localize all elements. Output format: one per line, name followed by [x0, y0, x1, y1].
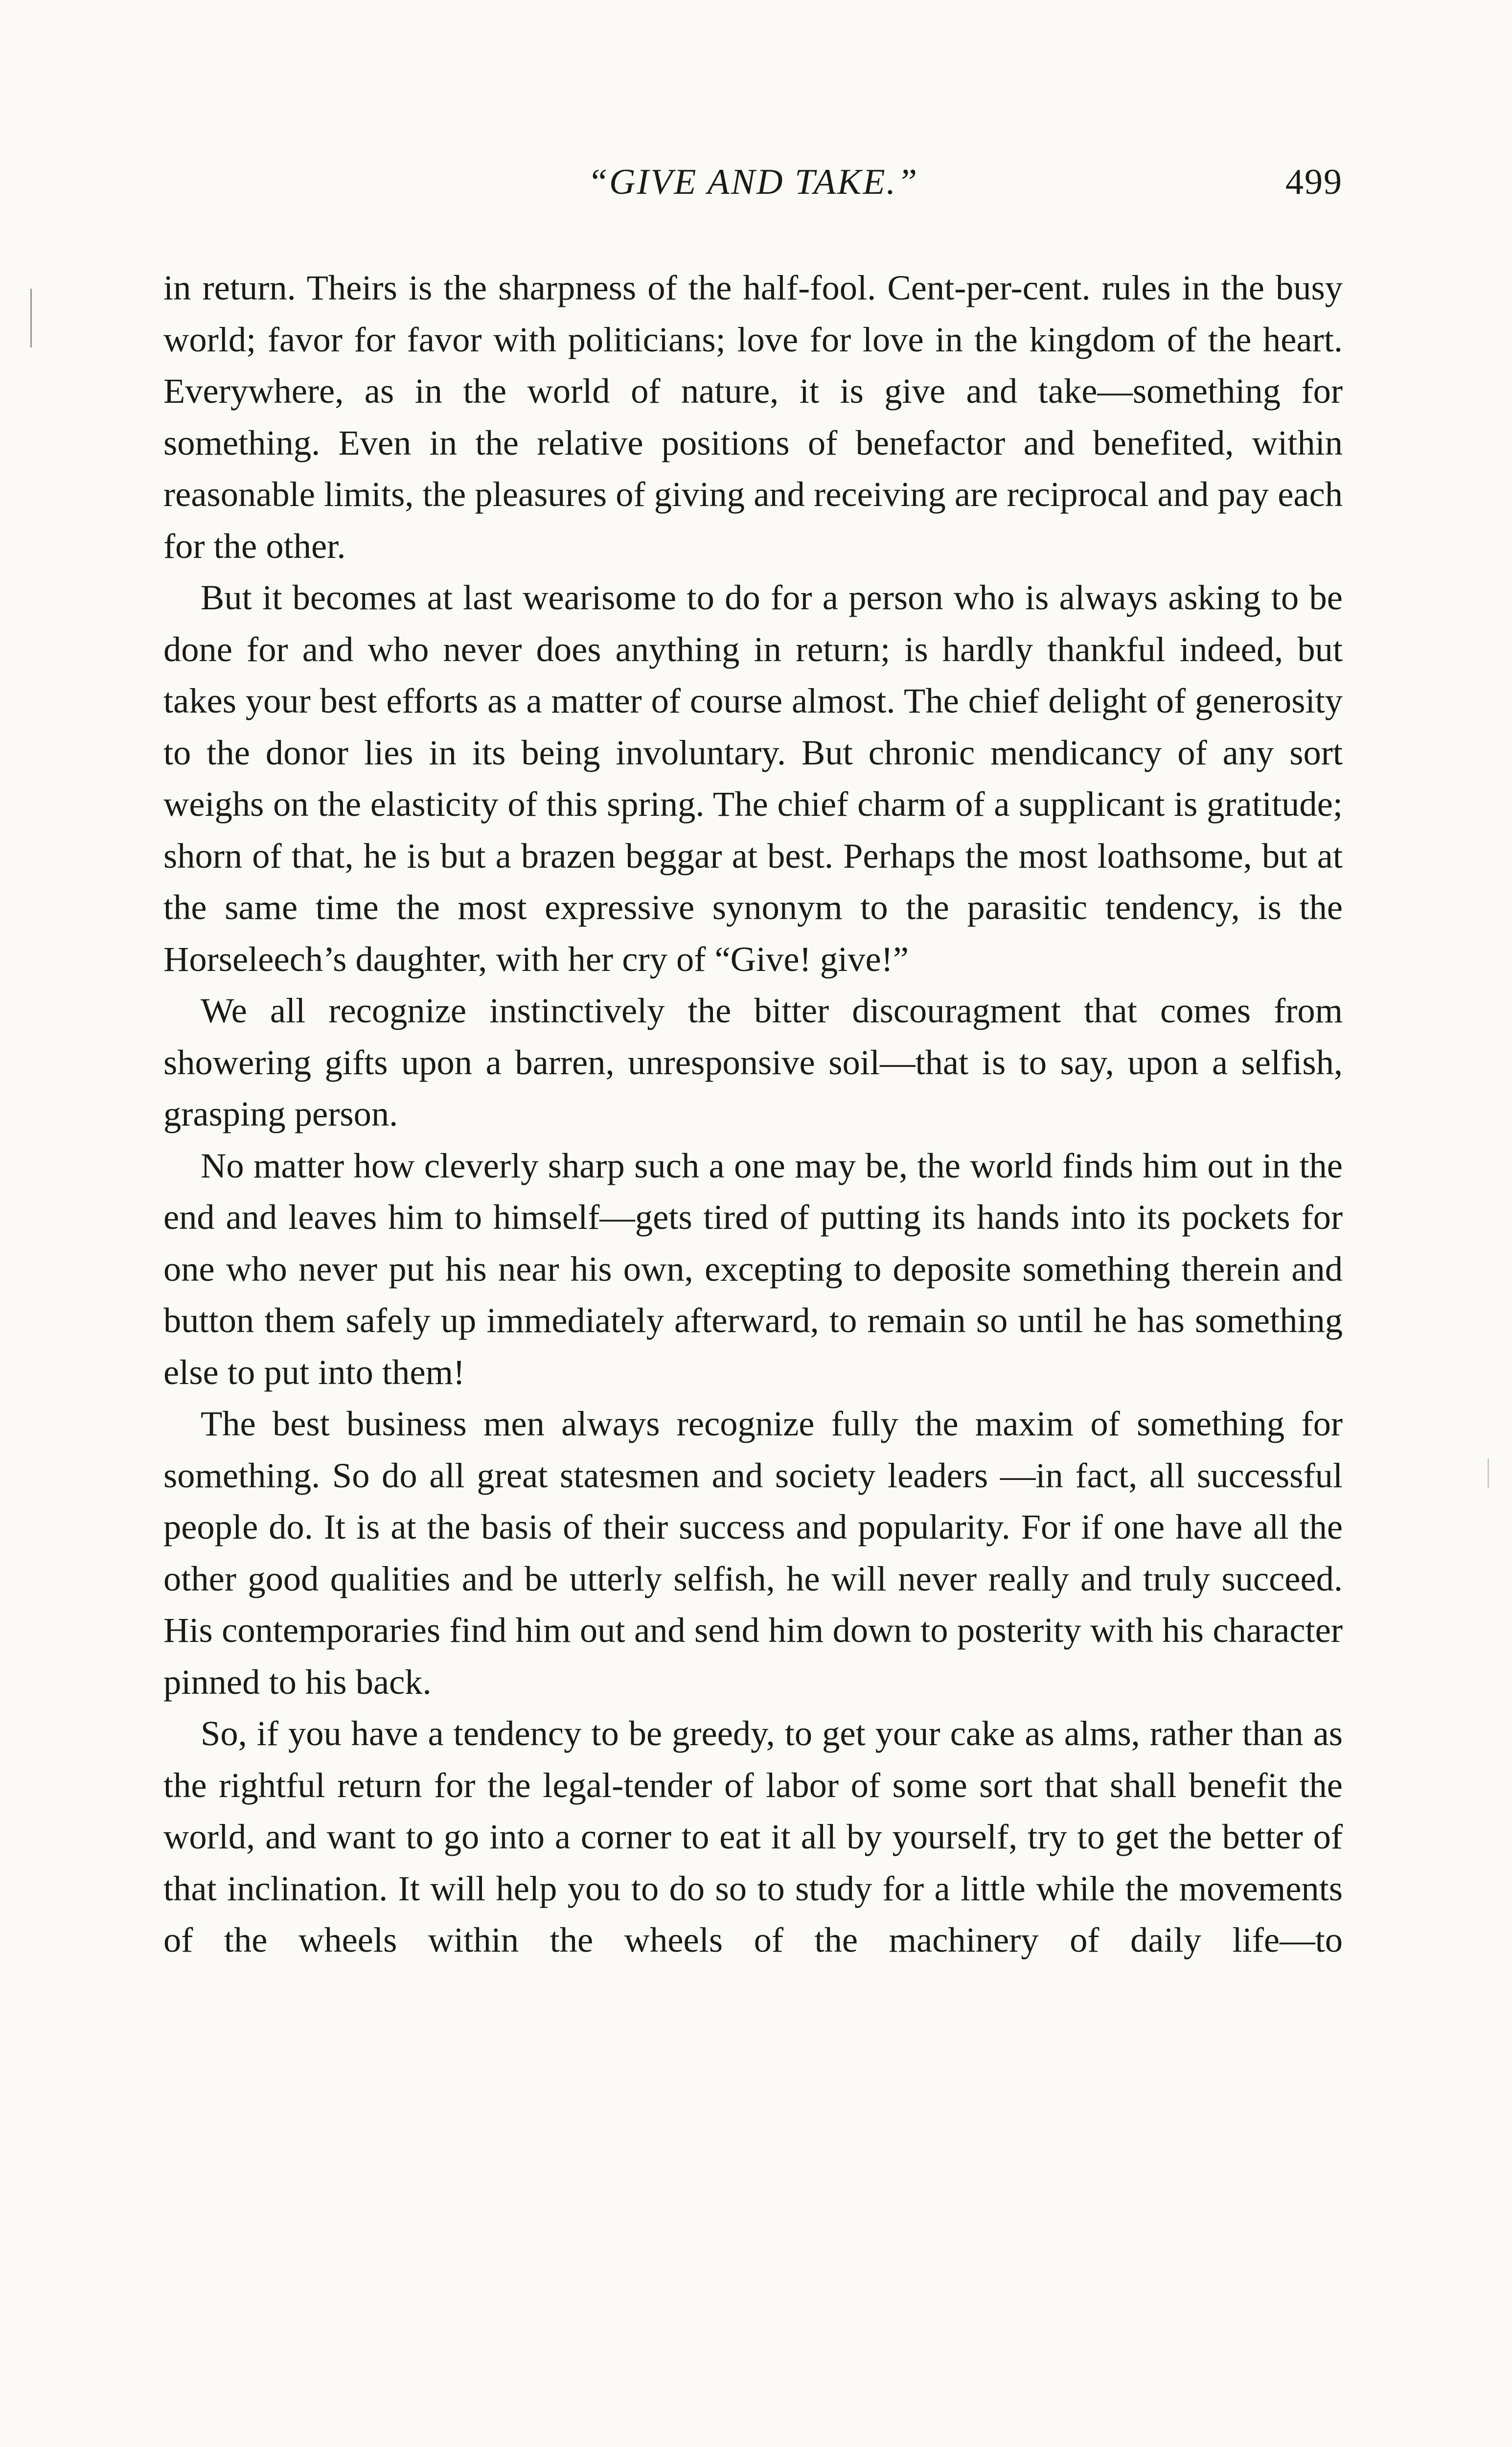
paragraph-6: So, if you have a tendency to be greedy, to get your cake as alms, rather than as the rightful return for the legal-tender of labor of some sort that shall benefit the world, and want to go into a corner to eat it all by yourself, try to get the better of that inclination. It will help you to do so to study for a little while the movements of the wheels within the wheels of the machinery of daily life—to: [163, 1713, 1343, 1960]
running-head: [163, 162, 1343, 215]
paragraph-3: We all recognize instinctively the bitter discouragment that comes from showering gifts upon a barren, unresponsive soil—that is to say, upon a selfish, grasping person.: [163, 991, 1343, 1133]
margin-mark-left: [30, 289, 32, 347]
paragraph-1: in return. Theirs is the sharpness of the half-fool. Cent-per-cent. rules in the busy world; favor for favor with politicians; love for love in the kingdom of the heart. Everywhere, as in the world of nature, it is give and take—something for something. Even in the relative positions of benefactor and benefited, within reasonable limits, the pleasures of giving and receiving are reciprocal and pay each for the other.: [163, 268, 1343, 566]
body-text: [163, 262, 1343, 1966]
margin-mark-right: [1488, 1458, 1489, 1488]
paragraph-5: The best business men always recognize fully the maxim of something for something. So do all great statesmen and society leaders —in fact, all successful people do. It is at the basis of their success and popularity. For if one have all the other good qualities and be utterly selfish, he will never really and truly succeed. His contemporaries find him out and send him down to posterity with his character pinned to his back.: [163, 1404, 1343, 1702]
paragraph-4: No matter how cleverly sharp such a one may be, the world finds him out in the end and leaves him to himself—gets tired of putting its hands into its pockets for one who never put his near his own, excepting to deposite something therein and button them safely up immediately afterward, to remain so until he has something else to put into them!: [163, 1145, 1343, 1392]
running-title: “GIVE AND TAKE.”: [587, 162, 919, 202]
page-number: 499: [1285, 162, 1343, 202]
paragraph-2: But it becomes at last wearisome to do for a person who is always asking to be done for and who never does anything in return; is hardly thankful indeed, but takes your best efforts as a matter of course almost. The chief delight of generosity to the donor lies in its being involuntary. But chronic mendicancy of any sort weighs on the elasticity of this spring. The chief charm of a supplicant is gratitude; shorn of that, he is but a brazen beggar at best. Perhaps the most loathsome, but at the same time the most expressive synonym to the parasitic tendency, is the Horseleech’s daughter, with her cry of “Give! give!”: [163, 577, 1343, 979]
